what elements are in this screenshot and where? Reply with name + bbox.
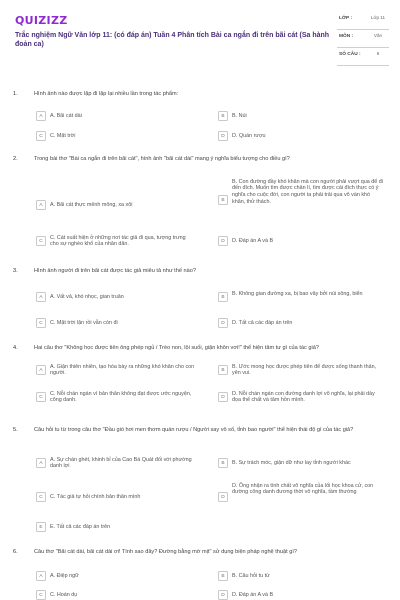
option-text: B. Câu hỏi tu từ	[232, 572, 270, 579]
option-letter-box: A	[36, 292, 46, 302]
option-b[interactable]	[218, 177, 386, 206]
option-a[interactable]	[36, 200, 196, 210]
question-number: 1.	[13, 91, 18, 97]
option-d[interactable]	[218, 389, 386, 404]
option-letter-box: B	[218, 111, 228, 121]
option-text: D. Đáp án A và B	[232, 591, 274, 598]
option-letter-box: D	[218, 590, 228, 600]
option-letter-box: B	[218, 458, 228, 468]
option-text: C. Cát xuất hiện ở những nơi tác giả đi qua, tượng trưng cho sự nghèo khổ của nhân dân.	[50, 234, 186, 248]
meta-value-count: 6	[376, 51, 380, 56]
option-letter-box: A	[36, 571, 46, 581]
option-c[interactable]	[36, 131, 196, 141]
option-text: C. Nỗi chán ngán vì bản thân không đạt được ước nguyện, công danh.	[50, 390, 192, 404]
option-b[interactable]	[218, 571, 386, 581]
option-text: B. Con đường đầy khó khăn mà con người phải vượt qua để đi đến đích. Muốn tìm được chân lí, tìm được cái đích thực có ý nghĩa cho cuộc đời, con người ta phải trải qua vô vàn khó khăn, thử thách.	[232, 178, 383, 205]
option-c[interactable]	[36, 590, 196, 600]
worksheet-title: Trắc nghiệm Ngữ Văn lớp 11: (có đáp án) Tuần 4 Phân tích Bài ca ngắn đi trên bãi cát (Sa hành đoản ca)	[15, 32, 330, 48]
option-c[interactable]	[36, 233, 196, 248]
option-text: C. Mặt trời	[50, 132, 76, 139]
question-number: 2.	[13, 156, 18, 162]
option-letter-box: A	[36, 458, 46, 468]
option-letter-box: C	[36, 590, 46, 600]
option-text: A. Bãi cát thực mênh mông, xa xôi	[50, 201, 133, 208]
question-text: Hình ảnh nào được lặp đi lặp lại nhiều lần trong tác phẩm:	[34, 91, 179, 97]
option-b[interactable]	[218, 111, 386, 121]
option-text: B. Không gian đường xa, bị bao vây bởi núi sông, biển	[232, 290, 363, 297]
question-text: Câu hỏi tu từ trong câu thơ "Đầu gió hơi men thơm quán rượu / Người say vô số, tỉnh bao người" thể hiện thái độ gì của tác giả?	[34, 427, 354, 433]
option-c[interactable]	[36, 492, 196, 502]
meta-key-count: SỐ CÂU :	[339, 52, 361, 57]
option-letter-box: B	[218, 571, 228, 581]
option-a[interactable]	[36, 571, 196, 581]
option-c[interactable]	[36, 318, 196, 328]
option-letter-box: B	[218, 365, 228, 375]
option-text: E. Tất cả các đáp án trên	[50, 523, 111, 530]
option-letter-box: C	[36, 392, 46, 402]
meta-row-subject	[333, 30, 389, 48]
option-text: A. Bãi cát dài	[50, 112, 82, 119]
question-text: Hình ảnh người đi trên bãi cát được tác giả miêu tả như thế nào?	[34, 268, 196, 274]
option-d[interactable]	[218, 131, 386, 141]
meta-key-subject: MÔN :	[339, 34, 354, 39]
option-text: A. Vất vả, khó nhọc, gian truân	[50, 293, 124, 300]
option-letter-box: D	[218, 318, 228, 328]
meta-row-class	[333, 12, 389, 30]
option-d[interactable]	[218, 590, 386, 600]
question-number: 4.	[13, 345, 18, 351]
option-text: C. Mặt trời lặn rồi vẫn còn đi	[50, 319, 118, 326]
option-text: A. Sự chán ghét, khinh bỉ của Cao Bá Quát đối với phường danh lợi	[50, 456, 192, 470]
option-b[interactable]	[218, 458, 386, 468]
option-letter-box: C	[36, 492, 46, 502]
option-letter-box: C	[36, 318, 46, 328]
option-d[interactable]	[218, 318, 386, 328]
option-text: D. Đáp án A và B	[232, 237, 274, 244]
option-letter-box: A	[36, 365, 46, 375]
option-text: B. Ước mong học được phép tiên để được sống thanh thản, yên vui.	[232, 363, 377, 377]
option-letter-box: B	[218, 195, 228, 205]
option-a[interactable]	[36, 292, 196, 302]
option-letter-box: D	[218, 236, 228, 246]
option-a[interactable]	[36, 362, 196, 377]
option-text: D. Ông nhận ra tính chất vô nghĩa của lối học khoa cử, con đường công danh đương thời vô nghĩa, tầm thường	[232, 482, 374, 496]
option-b[interactable]	[218, 362, 386, 377]
option-text: D. Tất cả các đáp án trên	[232, 319, 293, 326]
option-text: C. Hoán dụ	[50, 591, 78, 598]
option-text: A. Điệp ngữ	[50, 572, 79, 579]
worksheet-header	[0, 0, 400, 78]
question-text: Câu thơ "Bãi cát dài, bãi cát dài ơi! Tính sao đây? Đường bằng mờ mịt" sử dụng biện pháp nghệ thuật gì?	[34, 549, 297, 555]
option-letter-box: A	[36, 200, 46, 210]
option-text: C. Tác giả tự hỏi chính bản thân mình	[50, 493, 141, 500]
option-letter-box: D	[218, 392, 228, 402]
option-b[interactable]	[218, 289, 386, 302]
question-number: 3.	[13, 268, 18, 274]
option-e[interactable]	[36, 522, 196, 532]
option-letter-box: D	[218, 131, 228, 141]
option-letter-box: A	[36, 111, 46, 121]
worksheet-meta	[333, 12, 389, 68]
question-text: Trong bài thơ "Bài ca ngắn đi trên bãi cát", hình ảnh "bãi cát dài" mang ý nghĩa biểu tượng cho điều gì?	[34, 156, 290, 162]
quizizz-logo: QUIZIZZ	[15, 14, 68, 27]
option-text: A. Giận thiên nhiên, tạo hóa bày ra những khó khăn cho con người.	[50, 363, 195, 377]
option-text: D. Nỗi chán ngán con đường danh lợi vô nghĩa, lại phải dày đọa thể chất và tâm hồn mình.	[232, 390, 375, 404]
option-letter-box: E	[36, 522, 46, 532]
option-text: B. Núi	[232, 112, 247, 119]
meta-divider	[337, 65, 389, 66]
meta-value-class: Lớp 11	[370, 15, 386, 20]
meta-value-subject: Văn	[373, 33, 383, 38]
option-letter-box: C	[36, 236, 46, 246]
option-c[interactable]	[36, 389, 196, 404]
option-text: D. Quán rượu	[232, 132, 266, 139]
option-a[interactable]	[36, 455, 196, 470]
question-number: 6.	[13, 549, 18, 555]
option-letter-box: B	[218, 292, 228, 302]
option-a[interactable]	[36, 111, 196, 121]
question-text: Hai câu thơ "Không học được tiên ông phép ngủ / Trèo non, lội suối, giận khôn vơi!" thể hiện tâm tư gì của tác giả?	[34, 345, 319, 351]
meta-key-class: LỚP :	[339, 16, 353, 21]
option-letter-box: C	[36, 131, 46, 141]
option-text: B. Sự trách móc, giận dữ như lay tỉnh người khác	[232, 459, 351, 466]
option-d[interactable]	[218, 481, 386, 502]
option-d[interactable]	[218, 236, 386, 246]
meta-row-count	[333, 48, 389, 66]
option-letter-box: D	[218, 492, 228, 502]
question-number: 5.	[13, 427, 18, 433]
